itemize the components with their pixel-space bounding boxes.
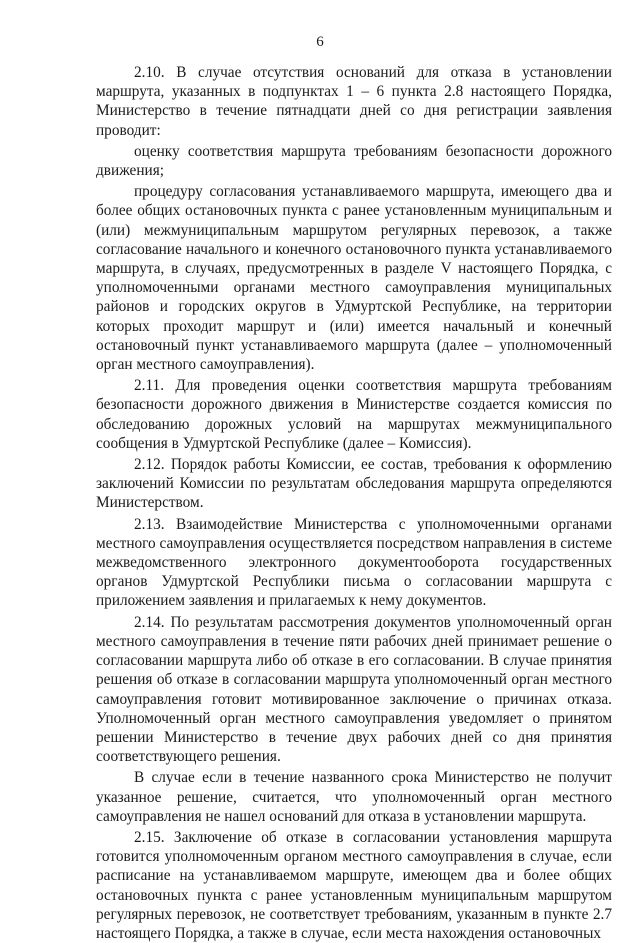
paragraph-2-14: 2.14. По результатам рассмотрения документов уполномоченный орган местного самоуправления в течение пяти рабочих дней принимает решение о согласовании маршрута либо об отказе в его согласовании. В случае принятия решения об отказе в согласовании маршрута уполномоченный орган местного самоуправления готовит мотивированное заключение о причинах отказа. Уполномоченный орган местного самоуправления уведомляет о принятом решении Министерство в течение двух рабочих дней со дня принятия соответствующего решения. [96,613,612,766]
paragraph-approval-procedure: процедуру согласования устанавливаемого маршрута, имеющего два и более общих остановочных пункта с ранее установленным муниципальным и (или) межмуниципальным маршрутом регулярных перевозок, а также согласование начального и конечного остановочного пункта устанавливаемого маршрута, в случаях, предусмотренных в разделе V настоящего Порядка, с уполномоченными органами местного самоуправления муниципальных районов и городских округов в Удмуртской Республике, на территории которых проходит маршрут и (или) имеется начальный и конечный остановочный пункт устанавливаемого маршрута (далее – уполномоченный орган местного самоуправления). [96,183,612,374]
paragraph-2-13: 2.13. Взаимодействие Министерства с уполномоченными органами местного самоуправления осуществляется посредством направления в системе межведомственного электронного документооборота государственных органов Удмуртской Республики письма о согласовании маршрута с приложением заявления и прилагаемых к нему документов. [96,515,612,610]
page-number: 6 [316,34,324,50]
paragraph-2-15: 2.15. Заключение об отказе в согласовании установления маршрута готовится уполномоченным органом местного самоуправления в случае, если расписание на устанавливаемом маршруте, имеющем два и более общих остановочных пункта с ранее установленным муниципальным маршрутом регулярных перевозок, не соответствует требованиям, указанным в пункте 2.7 настоящего Порядка, а также в случае, если места нахождения остановочных [96,828,612,942]
paragraph-2-11: 2.11. Для проведения оценки соответствия маршрута требованиям безопасности дорожного движения в Министерстве создается комиссия по обследованию дорожных условий на маршрутах межмуниципального сообщения в Удмуртской Республике (далее – Комиссия). [96,377,612,452]
document-body [96,63,612,943]
paragraph-2-12: 2.12. Порядок работы Комиссии, ее состав, требования к оформлению заключений Комиссии по результатам обследования маршрута определяются Министерством. [96,456,612,512]
paragraph-2-10: 2.10. В случае отсутствия оснований для отказа в установлении маршрута, указанных в подпунктах 1 – 6 пункта 2.8 настоящего Порядка, Министерство в течение пятнадцати дней со дня регистрации заявления проводит: [96,64,612,139]
paragraph-no-decision: В случае если в течение названного срока Министерство не получит указанное решение, считается, что уполномоченный орган местного самоуправления не нашел оснований для отказа в установлении маршрута. [96,769,612,825]
paragraph-safety-assessment: оценку соответствия маршрута требованиям безопасности дорожного движения; [96,142,612,180]
